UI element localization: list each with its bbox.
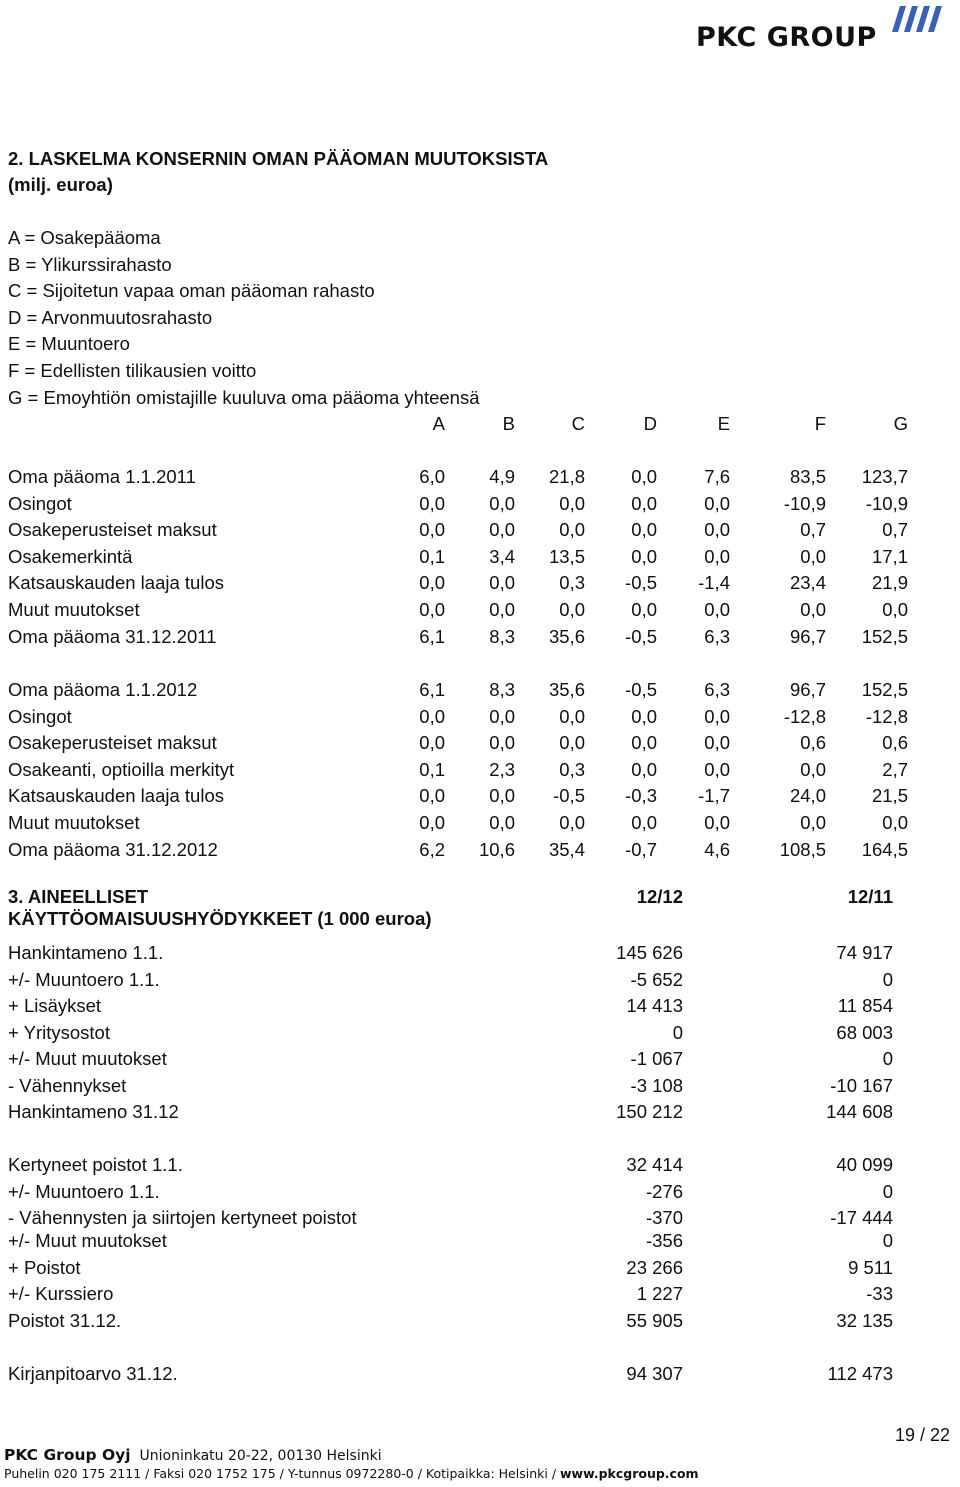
- column-header: B: [502, 413, 515, 434]
- table-cell: 0,0: [419, 705, 445, 727]
- table-cell: 96,7: [789, 679, 826, 700]
- column-header: D: [643, 413, 657, 434]
- table-row: [8, 517, 948, 544]
- table-cell: 21,8: [548, 466, 585, 487]
- table-cell: 0,0: [704, 545, 730, 567]
- table-row: [8, 783, 948, 810]
- table-cell: 3,4: [489, 545, 515, 567]
- row-label: Osakeperusteiset maksut: [8, 732, 217, 754]
- section3-title-line1: 3. AINEELLISET: [8, 886, 149, 907]
- page-number: 19 / 22: [894, 1425, 950, 1445]
- table-cell: -10 167: [830, 1074, 893, 1096]
- row-label: +/- Muuntoero 1.1.: [8, 1181, 160, 1202]
- legend-item: B = Ylikurssirahasto: [8, 253, 172, 275]
- row-label: Poistot 31.12.: [8, 1310, 122, 1331]
- row-label: + Lisäykset: [8, 995, 102, 1016]
- table-cell: -0,5: [625, 572, 657, 594]
- legend-item: G = Emoyhtiön omistajille kuuluva oma pääoma yhteensä: [8, 386, 480, 408]
- table-row: [8, 1308, 948, 1335]
- row-label: Kertyneet poistot 1.1.: [8, 1154, 183, 1175]
- table-cell: 0,0: [419, 785, 445, 807]
- table-cell: 0,0: [704, 732, 730, 754]
- table-cell: 0,0: [631, 758, 657, 780]
- table-cell: 17,1: [871, 545, 908, 567]
- column-header: G: [893, 413, 908, 434]
- table-cell: 0,0: [800, 545, 826, 567]
- table-cell: 0,0: [631, 545, 657, 567]
- table-cell: 152,5: [861, 625, 908, 647]
- legend-item: A = Osakepääoma: [8, 227, 161, 248]
- table-cell: 0,0: [559, 705, 585, 727]
- table-cell: 0,6: [882, 732, 908, 754]
- table-cell: -0,5: [553, 785, 585, 807]
- column-header: F: [814, 413, 826, 434]
- table-cell: 0,0: [419, 492, 445, 514]
- table-row: [8, 1255, 948, 1282]
- table-cell: 96,7: [789, 625, 826, 647]
- table-cell: 0,0: [559, 519, 585, 541]
- table-row: [8, 1020, 948, 1047]
- table-cell: 0,7: [882, 519, 908, 541]
- footer-company: PKC Group Oyj: [4, 1446, 131, 1464]
- table-cell: 0,0: [800, 599, 826, 620]
- row-label: +/- Muuntoero 1.1.: [8, 968, 160, 990]
- row-label: Oma pääoma 1.1.2011: [8, 466, 196, 487]
- table-cell: 0,0: [559, 812, 585, 833]
- legend-item: C = Sijoitetun vapaa oman pääoman rahasto: [8, 280, 375, 302]
- table-cell: 0,6: [800, 732, 826, 754]
- table-cell: -33: [866, 1283, 893, 1304]
- table-cell: 152,5: [861, 679, 908, 700]
- table-row: [8, 544, 948, 571]
- table-cell: 4,9: [489, 466, 515, 487]
- table-cell: -3 108: [630, 1074, 683, 1096]
- table-cell: 2,7: [882, 758, 908, 780]
- row-label: +/- Muut muutokset: [8, 1230, 167, 1251]
- table-cell: 0,0: [419, 732, 445, 754]
- table-cell: 0,0: [704, 705, 730, 727]
- table-row: [8, 1152, 948, 1179]
- table-row: [8, 1281, 948, 1308]
- table-cell: 1 227: [636, 1283, 683, 1304]
- table-cell: 0,0: [419, 572, 445, 594]
- table-cell: 112 473: [827, 1363, 893, 1384]
- table-cell: 94 307: [626, 1363, 683, 1384]
- table-cell: 144 608: [826, 1101, 893, 1122]
- column-header: A: [432, 413, 445, 434]
- row-label: - Vähennysten ja siirtojen kertyneet poistot: [8, 1207, 357, 1228]
- table-cell: 35,6: [548, 625, 585, 647]
- table-cell: 0,0: [704, 758, 730, 780]
- footer-website-link[interactable]: www.pkcgroup.com: [560, 1466, 699, 1481]
- table-cell: -1 067: [630, 1048, 683, 1069]
- logo-stripes-icon: [884, 6, 952, 32]
- table-cell: 4,6: [704, 838, 730, 860]
- table-cell: -12,8: [783, 705, 826, 727]
- table-cell: 123,7: [861, 466, 908, 487]
- table-cell: 0: [882, 1230, 893, 1251]
- table-cell: 108,5: [779, 838, 826, 860]
- table-row: [8, 491, 948, 518]
- row-label: Katsauskauden laaja tulos: [8, 785, 224, 807]
- table-cell: 0,0: [419, 599, 445, 620]
- table-cell: 83,5: [789, 466, 826, 487]
- table-row: [8, 1228, 948, 1255]
- table-cell: 0,0: [800, 812, 826, 833]
- table-cell: 9 511: [848, 1257, 893, 1278]
- footer-company-line: [4, 1446, 382, 1464]
- table-cell: 0,0: [489, 599, 515, 620]
- table-cell: -0,5: [625, 679, 657, 700]
- table-cell: 6,3: [704, 679, 730, 700]
- row-label: Oma pääoma 31.12.2012: [8, 838, 218, 860]
- row-label: +/- Muut muutokset: [8, 1048, 167, 1069]
- row-label: - Vähennykset: [8, 1074, 127, 1096]
- table-cell: -1,7: [698, 785, 730, 807]
- table-cell: -276: [645, 1181, 683, 1202]
- table-cell: 0,0: [704, 812, 730, 833]
- column-header: C: [571, 413, 585, 434]
- table-cell: 14 413: [626, 995, 683, 1016]
- table-cell: 0,0: [631, 519, 657, 541]
- row-label: Oma pääoma 31.12.2011: [8, 625, 217, 647]
- row-label: Hankintameno 31.12: [8, 1101, 179, 1122]
- table-row: [8, 1179, 948, 1206]
- table-cell: 6,0: [419, 466, 445, 487]
- equity-column-headers: [8, 411, 948, 438]
- table-cell: 21,5: [871, 785, 908, 807]
- table-row: [8, 677, 948, 704]
- table-cell: 0: [882, 968, 893, 990]
- table-cell: 40 099: [836, 1154, 893, 1175]
- table-row: [8, 837, 948, 864]
- table-cell: 0,1: [419, 758, 445, 780]
- table-cell: 0,0: [631, 812, 657, 833]
- table-cell: 0,0: [419, 519, 445, 541]
- table-cell: 0,0: [559, 492, 585, 514]
- table-cell: 32 414: [626, 1154, 683, 1175]
- table-cell: 0,0: [704, 599, 730, 620]
- table-cell: 0,7: [800, 519, 826, 541]
- table-cell: -1,4: [698, 572, 730, 594]
- table-row: [8, 993, 948, 1020]
- table-cell: 0,0: [704, 492, 730, 514]
- row-label: Osakeanti, optioilla merkityt: [8, 758, 235, 780]
- section3-header-line2: [8, 906, 948, 933]
- table-cell: 0: [882, 1181, 893, 1202]
- column-header-12-12: 12/12: [636, 886, 683, 907]
- section2-title-line2: (milj. euroa): [8, 174, 113, 195]
- row-label: Muut muutokset: [8, 599, 140, 620]
- table-cell: 0,0: [489, 732, 515, 754]
- table-cell: 32 135: [836, 1310, 893, 1331]
- table-cell: 6,1: [419, 625, 445, 647]
- table-cell: 0: [882, 1048, 893, 1069]
- table-row: [8, 940, 948, 967]
- row-label: Osingot: [8, 705, 72, 727]
- table-cell: -10,9: [865, 492, 908, 514]
- footer-contact: Puhelin 020 175 2111 / Faksi 020 1752 175 / Y-tunnus 0972280-0 / Kotipaikka: Helsinki /: [4, 1466, 560, 1481]
- row-label: + Poistot: [8, 1257, 81, 1278]
- table-row: [8, 967, 948, 994]
- table-cell: 0,0: [559, 599, 585, 620]
- logo-text: PKC GROUP: [696, 22, 877, 53]
- row-label: Osingot: [8, 492, 72, 514]
- table-cell: 0,0: [800, 758, 826, 780]
- table-cell: 0,0: [489, 492, 515, 514]
- legend-item: F = Edellisten tilikausien voitto: [8, 359, 257, 381]
- table-cell: -0,7: [625, 838, 657, 860]
- table-cell: 0,0: [631, 466, 657, 487]
- legend-item: D = Arvonmuutosrahasto: [8, 306, 213, 328]
- table-row: [8, 1073, 948, 1100]
- table-cell: 24,0: [789, 785, 826, 807]
- table-cell: -356: [645, 1230, 683, 1251]
- table-cell: 10,6: [478, 838, 515, 860]
- table-cell: 21,9: [871, 572, 908, 594]
- table-cell: 0,3: [559, 572, 585, 594]
- table-cell: 0,0: [631, 705, 657, 727]
- table-row: [8, 1099, 948, 1126]
- table-cell: -5 652: [630, 968, 683, 990]
- table-cell: 35,4: [548, 838, 585, 860]
- table-cell: 0,0: [631, 732, 657, 754]
- table-cell: 55 905: [626, 1310, 683, 1331]
- table-row: [8, 704, 948, 731]
- table-cell: 150 212: [616, 1101, 683, 1122]
- table-cell: 6,3: [704, 625, 730, 647]
- row-label: Hankintameno 1.1.: [8, 942, 164, 963]
- table-cell: 7,6: [704, 466, 730, 487]
- table-cell: 0,3: [559, 758, 585, 780]
- table-cell: -370: [645, 1207, 683, 1228]
- section2-title-line1: 2. LASKELMA KONSERNIN OMAN PÄÄOMAN MUUTOKSISTA: [8, 148, 549, 169]
- table-cell: 0,0: [489, 705, 515, 727]
- table-row: [8, 757, 948, 784]
- footer-contact-line: [4, 1466, 699, 1481]
- table-cell: 145 626: [616, 942, 683, 963]
- row-label: + Yritysostot: [8, 1021, 110, 1043]
- table-cell: 6,2: [419, 838, 445, 860]
- table-cell: 13,5: [548, 545, 585, 567]
- table-cell: -0,5: [625, 625, 657, 647]
- section3-title-line2: KÄYTTÖOMAISUUSHYÖDYKKEET (1 000 euroa): [8, 908, 432, 929]
- table-cell: 0,0: [631, 599, 657, 620]
- table-cell: 0: [672, 1021, 683, 1043]
- row-label: Kirjanpitoarvo 31.12.: [8, 1363, 178, 1384]
- table-cell: 0,0: [489, 572, 515, 594]
- table-cell: 35,6: [548, 679, 585, 700]
- row-label: Katsauskauden laaja tulos: [8, 572, 224, 594]
- section2-title: [8, 146, 548, 198]
- row-label: +/- Kurssiero: [8, 1283, 114, 1304]
- table-cell: 8,3: [489, 679, 515, 700]
- table-cell: 0,0: [882, 812, 908, 833]
- column-header: E: [717, 413, 730, 434]
- table-cell: -17 444: [830, 1207, 893, 1228]
- table-row: [8, 1361, 948, 1388]
- table-cell: -12,8: [865, 705, 908, 727]
- table-row: [8, 464, 948, 491]
- table-cell: 0,1: [419, 545, 445, 567]
- table-cell: 0,0: [631, 492, 657, 514]
- table-cell: 74 917: [836, 942, 893, 963]
- table-cell: 8,3: [489, 625, 515, 647]
- table-cell: 0,0: [489, 785, 515, 807]
- column-legend: [8, 225, 480, 411]
- table-cell: 0,0: [489, 519, 515, 541]
- row-label: Osakemerkintä: [8, 545, 133, 567]
- table-row: [8, 570, 948, 597]
- table-cell: 0,0: [704, 519, 730, 541]
- table-row: [8, 730, 948, 757]
- table-cell: 11 854: [837, 995, 893, 1016]
- table-cell: 23 266: [626, 1257, 683, 1278]
- table-cell: 6,1: [419, 679, 445, 700]
- table-cell: 0,0: [419, 812, 445, 833]
- table-cell: 0,0: [559, 732, 585, 754]
- row-label: Muut muutokset: [8, 812, 140, 833]
- table-cell: 68 003: [836, 1021, 893, 1043]
- table-row: [8, 597, 948, 624]
- legend-item: E = Muuntoero: [8, 333, 130, 355]
- table-cell: 23,4: [789, 572, 826, 594]
- table-cell: 2,3: [489, 758, 515, 780]
- footer-address: Unioninkatu 20-22, 00130 Helsinki: [139, 1448, 382, 1464]
- company-logo: [682, 6, 952, 58]
- table-row: [8, 810, 948, 837]
- row-label: Oma pääoma 1.1.2012: [8, 679, 198, 700]
- table-cell: -0,3: [625, 785, 657, 807]
- table-row: [8, 624, 948, 651]
- column-header-12-11: 12/11: [847, 886, 893, 907]
- table-cell: 0,0: [489, 812, 515, 833]
- table-cell: 164,5: [861, 838, 908, 860]
- row-label: Osakeperusteiset maksut: [8, 519, 217, 541]
- table-row: [8, 1046, 948, 1073]
- table-cell: -10,9: [783, 492, 826, 514]
- table-cell: 0,0: [882, 599, 908, 620]
